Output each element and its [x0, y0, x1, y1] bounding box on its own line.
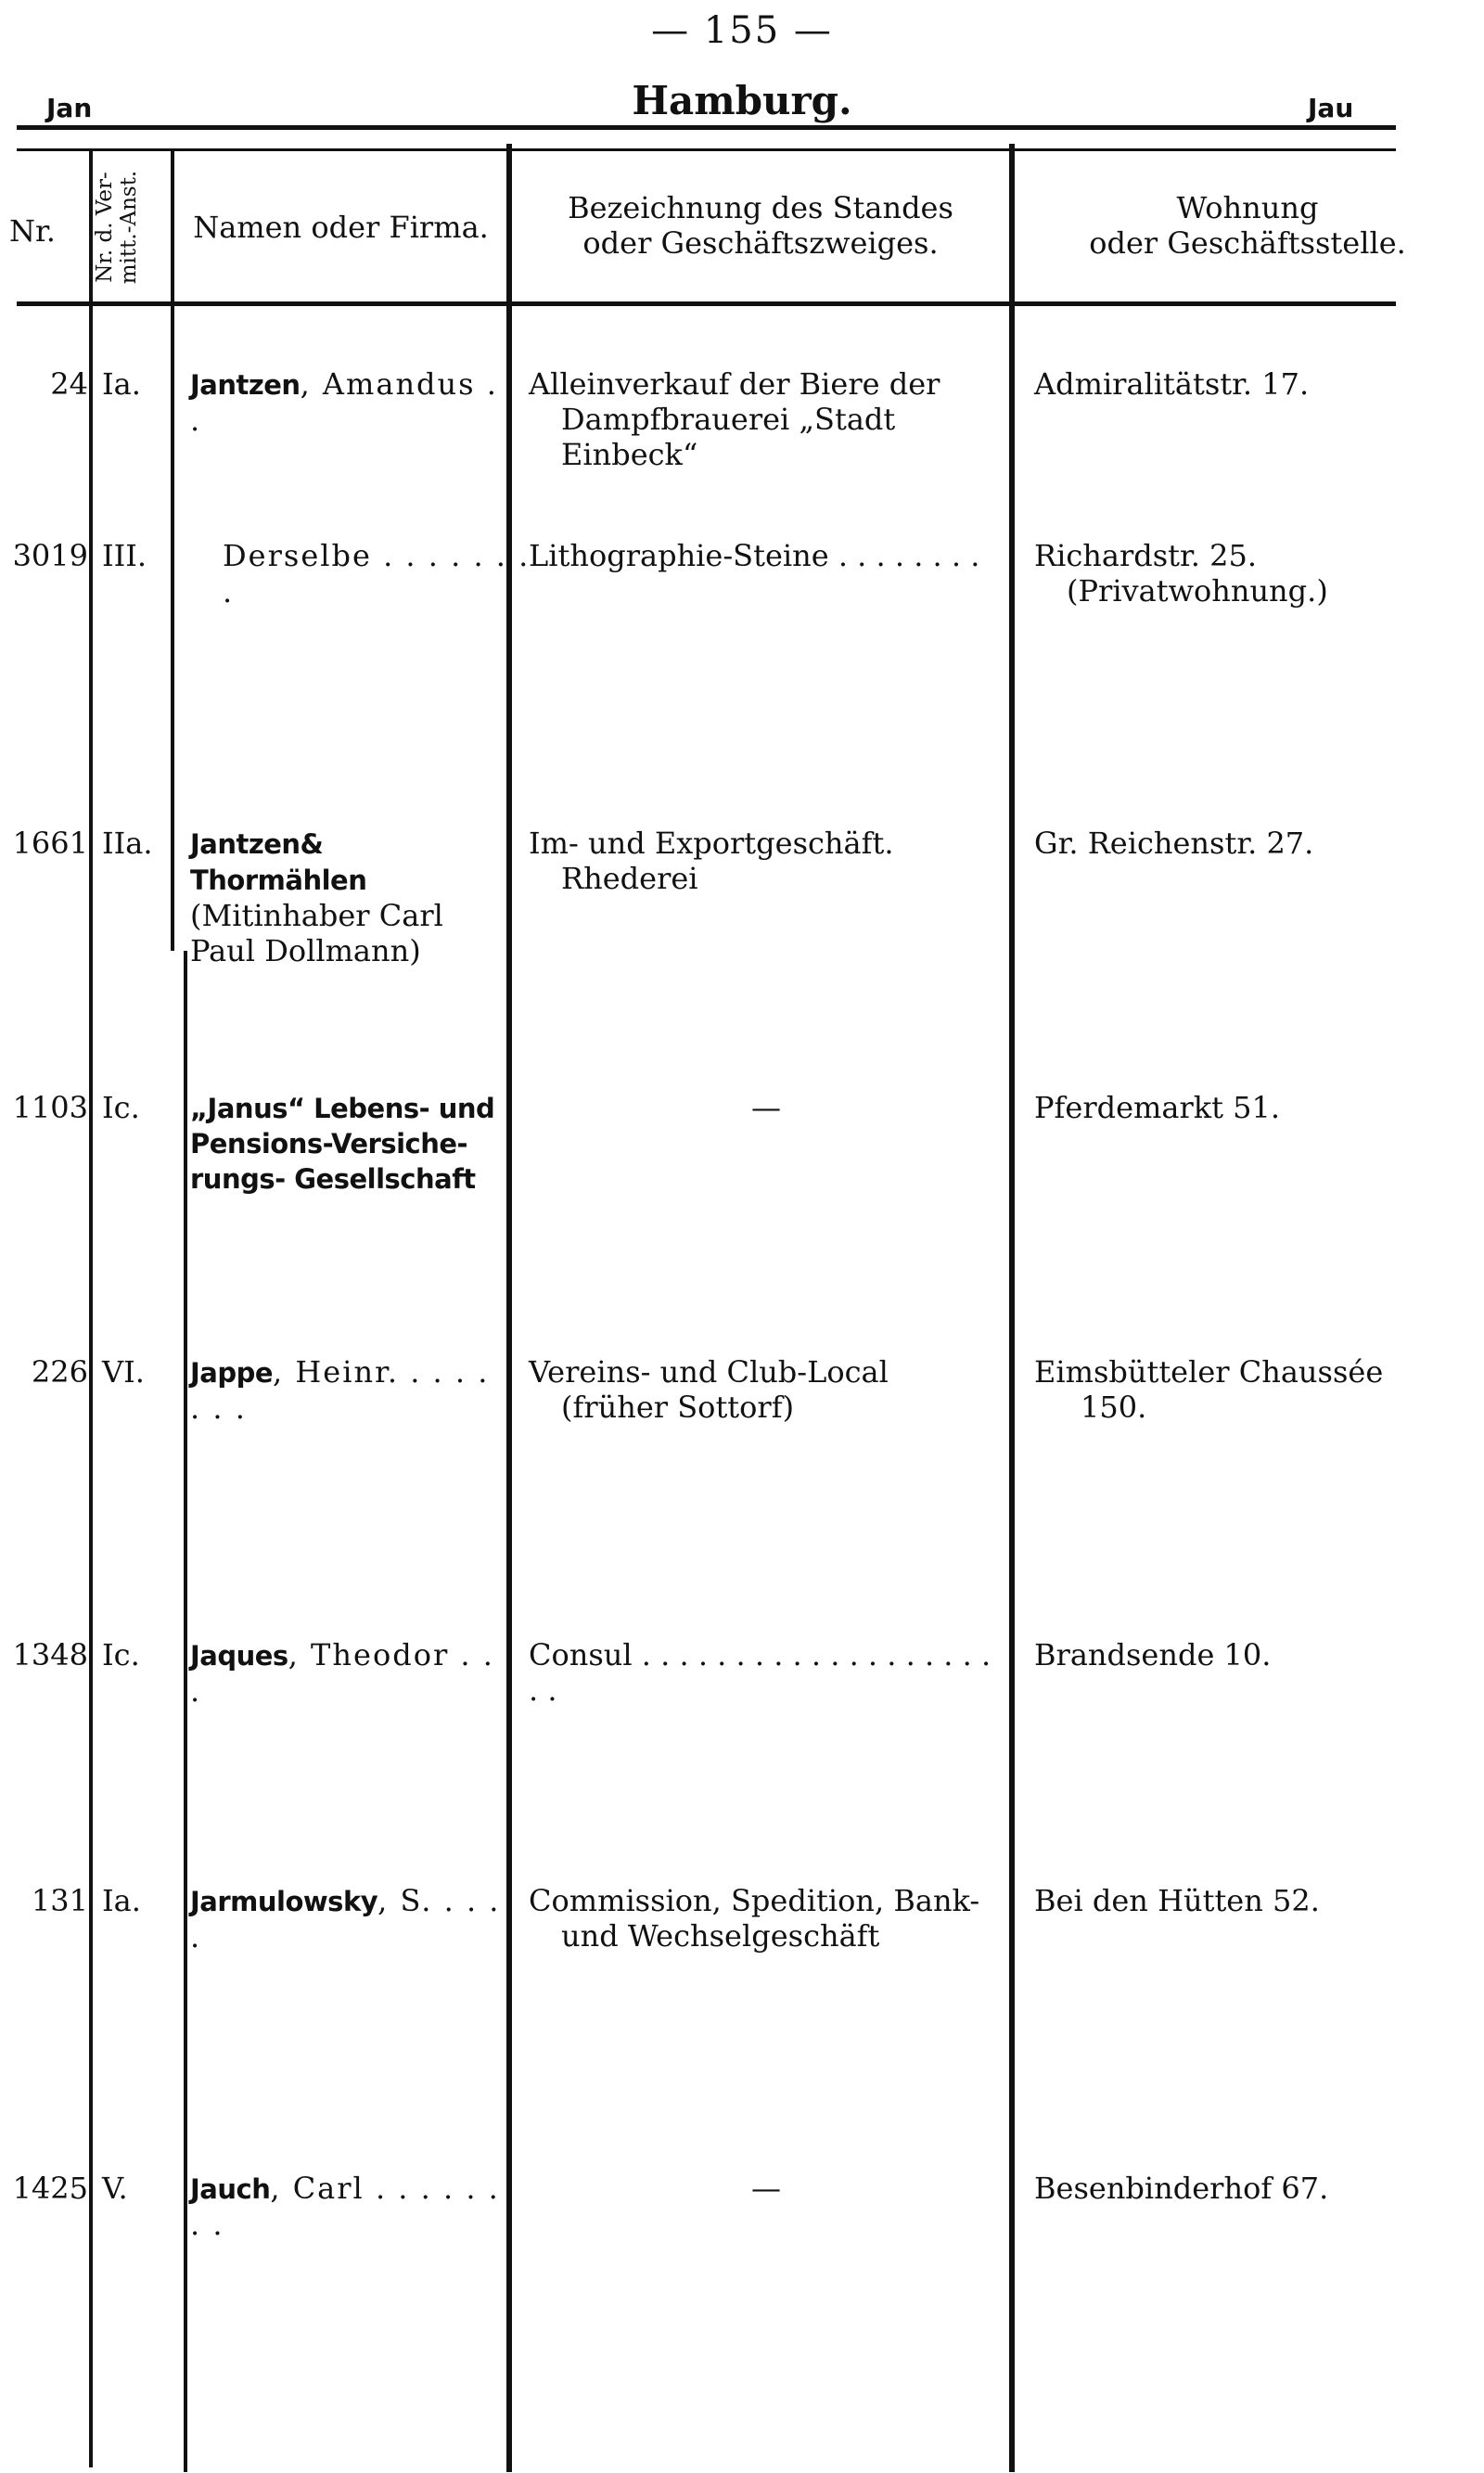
entry-class: III.: [102, 538, 147, 573]
entry-description: [529, 538, 1006, 573]
entry-address: [1034, 1637, 1479, 1672]
entry-name-rest: Derselbe . . . . . . . .: [223, 538, 531, 609]
entry-nr: 1661: [12, 826, 88, 861]
entry-description-line: (früher Sottorf): [561, 1390, 795, 1425]
entry-class: VI.: [102, 1354, 145, 1390]
entry-nr: 226: [31, 1354, 88, 1390]
entry-name-name-line2: (Mitinhaber Carl: [190, 898, 443, 933]
entry-name-rest: , S. . . . .: [190, 1883, 501, 1954]
entry-address: [1034, 826, 1479, 861]
entry-address: [1034, 366, 1479, 402]
running-head-left: Jan: [46, 93, 93, 123]
entry-address: [1034, 538, 1479, 609]
entry-nr: 3019: [12, 538, 88, 573]
entry-address-line: Eimsbütteler Chaussée: [1034, 1354, 1384, 1390]
entry-nr: 1348: [12, 1637, 88, 1672]
entry-address-line: 150.: [1081, 1390, 1147, 1425]
entry-description-line: Einbeck“: [561, 437, 698, 472]
entry-name: [190, 366, 505, 438]
header-vermitt-line1: Nr. d. Ver-: [93, 172, 117, 283]
top-rule-thick: [17, 125, 1396, 130]
entry-address-line: Brandsende 10.: [1034, 1637, 1272, 1672]
entry-address-line: Besenbinderhof 67.: [1034, 2171, 1329, 2206]
entry-name: [190, 826, 505, 968]
header-stand-line2: oder Geschäftszweiges.: [582, 225, 939, 261]
header-vermitt-line2: mitt.-Anst.: [117, 170, 141, 285]
entry-description-line: und Wechselgeschäft: [561, 1918, 880, 1954]
column-rule-3: [506, 144, 512, 2472]
entry-class: Ia.: [102, 366, 141, 402]
entry-name: [190, 1637, 505, 1709]
page-title: Hamburg.: [632, 78, 852, 123]
entry-address: [1034, 1354, 1479, 1425]
entry-description-line: —: [751, 1090, 781, 1125]
entry-name: [190, 2171, 505, 2242]
entry-name-rest: , Carl . . . . . . . .: [190, 2171, 500, 2242]
entry-address-line: Richardstr. 25.: [1034, 538, 1258, 573]
entry-description: [529, 1883, 1006, 1954]
entry-class: IIa.: [102, 826, 153, 861]
entry-description: [529, 2171, 1006, 2206]
entry-description: [529, 366, 1006, 472]
entry-name: [190, 1354, 505, 1426]
entry-description-line: Alleinverkauf der Biere der: [529, 366, 940, 402]
entry-description-line: Commission, Spedition, Bank-: [529, 1883, 980, 1918]
entry-name-bold: Jaques: [190, 1640, 288, 1672]
entry-nr: 24: [50, 366, 88, 402]
header-name: Namen oder Firma.: [193, 210, 489, 245]
header-wohnung-line1: Wohnung: [1176, 190, 1319, 225]
column-rule-1: [89, 148, 93, 2467]
entry-name-rest: , Amandus . .: [190, 366, 498, 438]
entry-name-bold: Jauch: [190, 2173, 271, 2205]
entry-description: [529, 1090, 1006, 1125]
page-number: — 155 —: [651, 9, 833, 52]
entry-description: [529, 826, 1006, 896]
entry-class: Ic.: [102, 1637, 140, 1672]
column-rule-2b: [184, 951, 187, 2472]
top-rule-thin: [17, 148, 1396, 151]
entry-description-line: Rhederei: [561, 861, 698, 896]
entry-name-rest: , Theodor . . .: [190, 1637, 494, 1709]
entry-name-bold: „Janus“ Lebens- und: [190, 1093, 495, 1124]
entry-address-line: Bei den Hütten 52.: [1034, 1883, 1320, 1918]
entry-name-name-line2: Pensions-Versiche-: [190, 1128, 468, 1160]
header-wohnung: [1016, 190, 1479, 261]
entry-address: [1034, 1883, 1479, 1918]
header-stand-line1: Bezeichnung des Standes: [568, 190, 953, 225]
entry-nr: 131: [31, 1883, 88, 1918]
entry-nr: 1103: [12, 1090, 88, 1125]
entry-description-line: Consul . . . . . . . . . . . . . . . . . . . . .: [529, 1637, 991, 1708]
entry-name-rest: , Heinr. . . . . . . .: [190, 1354, 490, 1426]
entry-name: [190, 1090, 505, 1197]
entry-address: [1034, 1090, 1479, 1125]
header-stand: [515, 190, 1006, 261]
entry-description-line: Im- und Exportgeschäft.: [529, 826, 894, 861]
entry-description: [529, 1637, 1006, 1708]
entry-name-name-line3: Paul Dollmann): [190, 933, 421, 968]
entry-address-line: (Privatwohnung.): [1067, 573, 1328, 609]
entry-address: [1034, 2171, 1479, 2206]
running-head-right: Jau: [1308, 93, 1354, 123]
header-bottom-rule: [17, 301, 1396, 306]
column-rule-4: [1009, 144, 1015, 2472]
entry-name-name-line3: rungs- Gesellschaft: [190, 1163, 476, 1195]
entry-address-line: Admiralitätstr. 17.: [1034, 366, 1310, 402]
entry-nr: 1425: [12, 2171, 88, 2206]
entry-description-line: —: [751, 2171, 781, 2206]
header-nr: Nr.: [9, 213, 56, 249]
entry-name: [223, 538, 538, 609]
entry-description: [529, 1354, 1006, 1425]
entry-class: V.: [102, 2171, 128, 2206]
entry-description-line: Dampfbrauerei „Stadt: [561, 402, 896, 437]
entry-class: Ic.: [102, 1090, 140, 1125]
entry-name: [190, 1883, 505, 1954]
entry-name-bold: Jantzen: [190, 369, 301, 401]
header-wohnung-line2: oder Geschäftsstelle.: [1089, 225, 1406, 261]
entry-description-line: Lithographie-Steine . . . . . . . .: [529, 538, 980, 573]
entry-class: Ia.: [102, 1883, 141, 1918]
entry-address-line: Pferdemarkt 51.: [1034, 1090, 1281, 1125]
entry-name-bold: Jantzen& Thormählen: [190, 828, 367, 896]
entry-description-line: Vereins- und Club-Local: [529, 1354, 889, 1390]
entry-address-line: Gr. Reichenstr. 27.: [1034, 826, 1314, 861]
column-rule-2: [171, 148, 174, 951]
entry-name-bold: Jarmulowsky: [190, 1886, 378, 1917]
entry-name-bold: Jappe: [190, 1357, 274, 1389]
